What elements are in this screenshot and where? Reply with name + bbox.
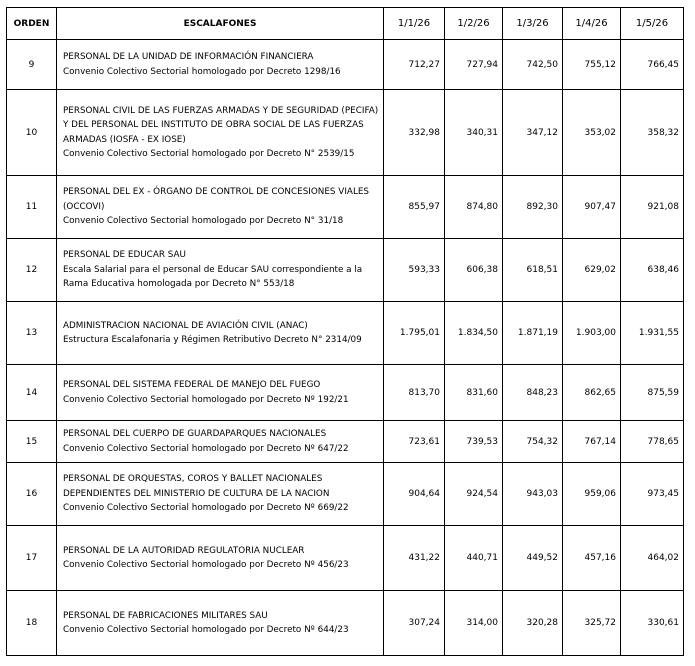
row-value: 629,02 — [563, 239, 621, 302]
row-orden: 12 — [7, 239, 57, 302]
row-orden: 18 — [7, 591, 57, 656]
row-orden: 16 — [7, 463, 57, 526]
row-value: 767,14 — [563, 421, 621, 463]
row-escalafon — [57, 40, 384, 90]
row-value: 813,70 — [384, 365, 445, 421]
header-date: 1/1/26 — [384, 8, 445, 40]
row-escalafon — [57, 90, 384, 176]
header-date: 1/2/26 — [445, 8, 503, 40]
header-escalafones: ESCALAFONES — [57, 8, 384, 40]
row-escalafon — [57, 176, 384, 239]
row-value: 875,59 — [621, 365, 684, 421]
row-value: 892,30 — [503, 176, 563, 239]
table-row — [7, 591, 684, 656]
row-value: 754,32 — [503, 421, 563, 463]
row-value: 921,08 — [621, 176, 684, 239]
row-value: 907,47 — [563, 176, 621, 239]
row-value: 314,00 — [445, 591, 503, 656]
row-escalafon — [57, 302, 384, 365]
escalafon-title: PERSONAL DEL EX - ÓRGANO DE CONTROL DE CONCESIONES VIALES (OCCOVI) — [63, 187, 369, 212]
header-date: 1/3/26 — [503, 8, 563, 40]
escalafon-detail: Convenio Colectivo Sectorial homologado por Decreto Nº 669/22 — [63, 503, 349, 514]
escalafon-title: PERSONAL DEL CUERPO DE GUARDAPARQUES NACIONALES — [63, 429, 327, 439]
row-value: 638,46 — [621, 239, 684, 302]
row-value: 353,02 — [563, 90, 621, 176]
row-value: 325,72 — [563, 591, 621, 656]
escalafon-title: PERSONAL DE EDUCAR SAU — [63, 250, 186, 261]
escalafon-detail: Estructura Escalafonaria y Régimen Retributivo Decreto N° 2314/09 — [63, 335, 362, 345]
row-value: 755,12 — [563, 40, 621, 90]
row-value: 347,12 — [503, 90, 563, 176]
row-escalafon — [57, 365, 384, 421]
row-value: 307,24 — [384, 591, 445, 656]
escalafon-title: PERSONAL DE LA UNIDAD DE INFORMACIÓN FINANCIERA — [63, 52, 314, 62]
row-value: 457,16 — [563, 526, 621, 591]
row-value: 855,97 — [384, 176, 445, 239]
row-value: 1.834,50 — [445, 302, 503, 365]
row-escalafon — [57, 591, 384, 656]
row-orden: 11 — [7, 176, 57, 239]
row-value: 943,03 — [503, 463, 563, 526]
escalafon-title: PERSONAL DE ORQUESTAS, COROS Y BALLET NACIONALES DEPENDIENTES DEL MINISTERIO DE CULTURA DE LA NACION — [63, 474, 330, 499]
escalafon-title: PERSONAL DE FABRICACIONES MILITARES SAU — [63, 610, 268, 621]
row-value: 874,80 — [445, 176, 503, 239]
header-date: 1/4/26 — [563, 8, 621, 40]
row-value: 739,53 — [445, 421, 503, 463]
row-value: 831,60 — [445, 365, 503, 421]
escalafon-title: PERSONAL DEL SISTEMA FEDERAL DE MANEJO DEL FUEGO — [63, 380, 321, 390]
table-row — [7, 176, 684, 239]
row-escalafon — [57, 526, 384, 591]
table-row — [7, 365, 684, 421]
row-value: 1.903,00 — [563, 302, 621, 365]
row-value: 924,54 — [445, 463, 503, 526]
row-value: 723,61 — [384, 421, 445, 463]
row-orden: 9 — [7, 40, 57, 90]
row-value: 727,94 — [445, 40, 503, 90]
row-value: 618,51 — [503, 239, 563, 302]
salary-scale-table — [6, 7, 684, 656]
row-escalafon — [57, 463, 384, 526]
escalafon-title: ADMINISTRACION NACIONAL DE AVIACIÓN CIVIL (ANAC) — [63, 320, 308, 331]
row-value: 449,52 — [503, 526, 563, 591]
row-value: 1.931,55 — [621, 302, 684, 365]
row-orden: 14 — [7, 365, 57, 421]
row-value: 742,50 — [503, 40, 563, 90]
row-value: 766,45 — [621, 40, 684, 90]
row-value: 320,28 — [503, 591, 563, 656]
row-value: 1.871,19 — [503, 302, 563, 365]
row-escalafon — [57, 421, 384, 463]
row-value: 848,23 — [503, 365, 563, 421]
escalafon-detail: Convenio Colectivo Sectorial homologado por Decreto N° 2539/15 — [63, 149, 355, 159]
row-escalafon — [57, 239, 384, 302]
row-value: 332,98 — [384, 90, 445, 176]
table-row — [7, 90, 684, 176]
row-orden: 10 — [7, 90, 57, 176]
row-value: 431,22 — [384, 526, 445, 591]
row-value: 440,71 — [445, 526, 503, 591]
escalafon-detail: Convenio Colectivo Sectorial homologado por Decreto N° 31/18 — [63, 216, 344, 227]
row-orden: 15 — [7, 421, 57, 463]
header-orden: ORDEN — [7, 8, 57, 40]
escalafon-detail: Convenio Colectivo Sectorial homologado por Decreto Nº 192/21 — [63, 394, 349, 405]
row-value: 904,64 — [384, 463, 445, 526]
row-value: 959,06 — [563, 463, 621, 526]
escalafon-detail: Convenio Colectivo Sectorial homologado por Decreto 1298/16 — [63, 66, 341, 77]
escalafon-title: PERSONAL DE LA AUTORIDAD REGULATORIA NUCLEAR — [63, 545, 305, 556]
header-row — [7, 8, 684, 40]
row-value: 712,27 — [384, 40, 445, 90]
table-row — [7, 463, 684, 526]
row-value: 778,65 — [621, 421, 684, 463]
table-row — [7, 302, 684, 365]
row-value: 358,32 — [621, 90, 684, 176]
row-value: 464,02 — [621, 526, 684, 591]
table-row — [7, 40, 684, 90]
escalafon-detail: Convenio Colectivo Sectorial homologado por Decreto Nº 456/23 — [63, 560, 349, 570]
row-value: 973,45 — [621, 463, 684, 526]
row-orden: 17 — [7, 526, 57, 591]
table-row — [7, 239, 684, 302]
row-orden: 13 — [7, 302, 57, 365]
escalafon-detail: Convenio Colectivo Sectorial homologado por Decreto Nº 647/22 — [63, 443, 349, 454]
escalafon-detail: Convenio Colectivo Sectorial homologado por Decreto Nº 644/23 — [63, 625, 349, 635]
table-row — [7, 421, 684, 463]
row-value: 606,38 — [445, 239, 503, 302]
row-value: 593,33 — [384, 239, 445, 302]
row-value: 330,61 — [621, 591, 684, 656]
table-row — [7, 526, 684, 591]
row-value: 862,65 — [563, 365, 621, 421]
escalafon-detail: Escala Salarial para el personal de Educar SAU correspondiente a la Rama Educativa homologada por Decreto N° 553/18 — [63, 264, 363, 290]
escalafon-title: PERSONAL CIVIL DE LAS FUERZAS ARMADAS Y DE SEGURIDAD (PECIFA) Y DEL PERSONAL DEL INSTITUTO DE OBRA SOCIAL DE LAS FUERZAS ARMADAS (IOSFA - EX IOSE) — [63, 105, 379, 145]
header-date: 1/5/26 — [621, 8, 684, 40]
row-value: 340,31 — [445, 90, 503, 176]
row-value: 1.795,01 — [384, 302, 445, 365]
